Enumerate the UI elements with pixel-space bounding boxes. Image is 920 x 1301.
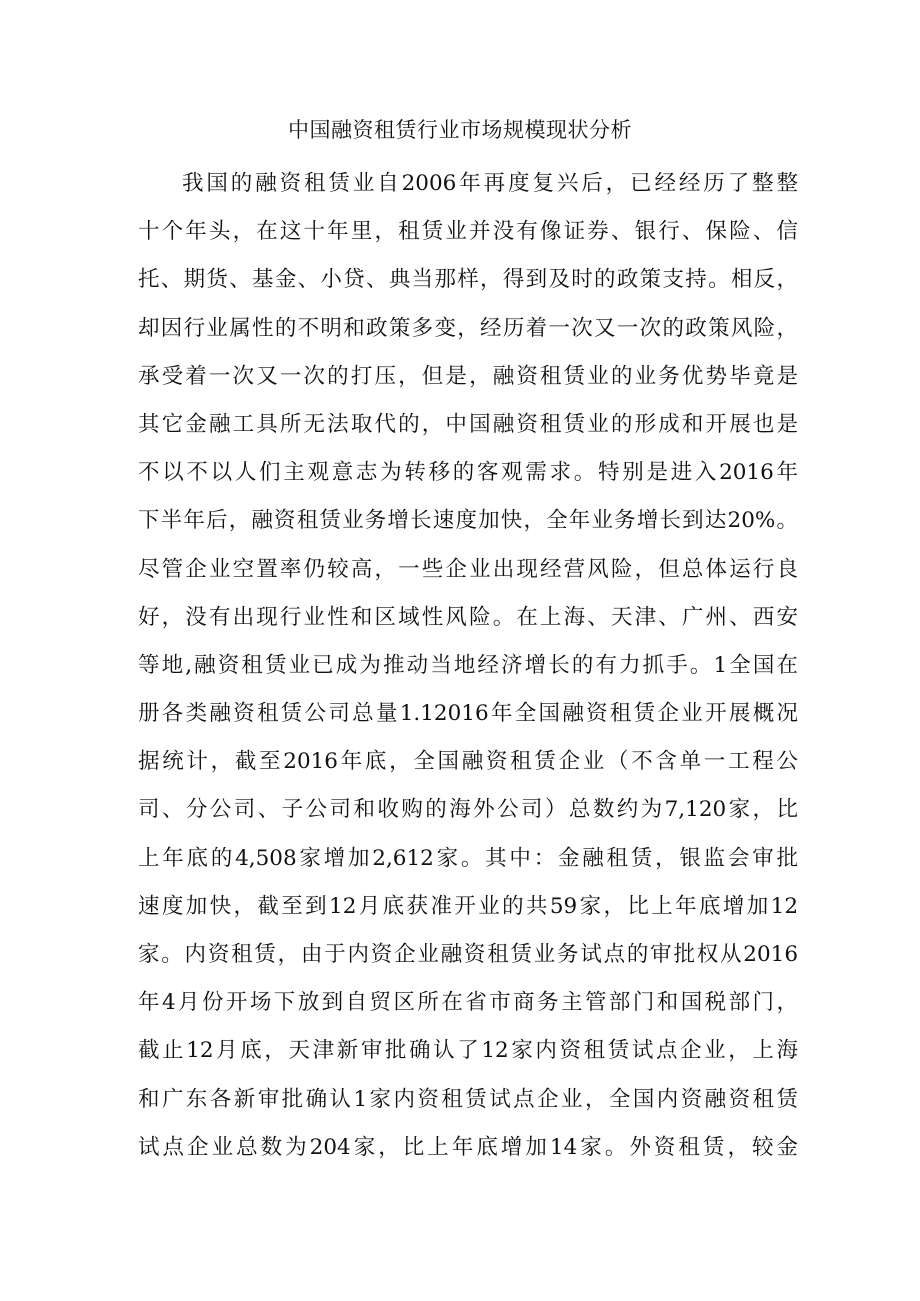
body-line-4: 却因行业属性的不明和政策多变，经历着一次又一次的政策风险，: [138, 315, 798, 341]
body-line-10: 好，没有出现行业性和区域性风险。在上海、天津、广州、西安: [138, 604, 798, 630]
body-line-17: 家。内资租赁，由于内资企业融资租赁业务试点的审批权从2016: [138, 942, 798, 967]
body-line-21: 试点企业总数为204家，比上年底增加14家。外资租赁，较金: [138, 1134, 798, 1160]
body-line-13: 据统计，截至2016年底，全国融资租赁企业（不含单一工程公: [138, 749, 798, 775]
body-line-7: 不以不以人们主观意志为转移的客观需求。特别是进入2016年: [138, 460, 798, 486]
body-line-9: 尽管企业空置率仍较高，一些企业出现经营风险，但总体运行良: [138, 556, 798, 582]
body-line-16: 速度加快，截至到12月底获准开业的共59家，比上年底增加12: [138, 893, 798, 919]
body-line-8: 下半年后，融资租赁业务增长速度加快，全年业务增长到达20%。: [138, 508, 798, 534]
body-line-14: 司、分公司、子公司和收购的海外公司）总数约为7,120家，比: [138, 797, 798, 823]
body-line-15: 上年底的4,508家增加2,612家。其中：金融租赁，银监会审批: [138, 845, 798, 871]
body-line-1: 我国的融资租赁业自2006年再度复兴后，已经经历了整整: [182, 171, 798, 196]
body-line-20: 和广东各新审批确认1家内资租赁试点企业，全国内资融资租赁: [138, 1086, 798, 1112]
body-line-18: 年4月份开场下放到自贸区所在省市商务主管部门和国税部门，: [138, 990, 798, 1016]
document-title: 中国融资租赁行业市场规模现状分析: [288, 118, 632, 142]
body-line-2: 十个年头，在这十年里，租赁业并没有像证券、银行、保险、信: [138, 219, 798, 245]
body-line-5: 承受着一次又一次的打压，但是，融资租赁业的业务优势毕竟是: [138, 363, 798, 389]
body-line-11: 等地,融资租赁业已成为推动当地经济增长的有力抓手。1全国在: [138, 652, 798, 678]
body-line-12: 册各类融资租赁公司总量1.12016年全国融资租赁企业开展概况: [138, 701, 798, 727]
body-line-19: 截止12月底，天津新审批确认了12家内资租赁试点企业，上海: [138, 1038, 798, 1064]
body-line-3: 托、期货、基金、小贷、典当那样，得到及时的政策支持。相反，: [138, 267, 798, 293]
body-line-6: 其它金融工具所无法取代的，中国融资租赁业的形成和开展也是: [138, 411, 798, 437]
document-body: [138, 160, 798, 1172]
